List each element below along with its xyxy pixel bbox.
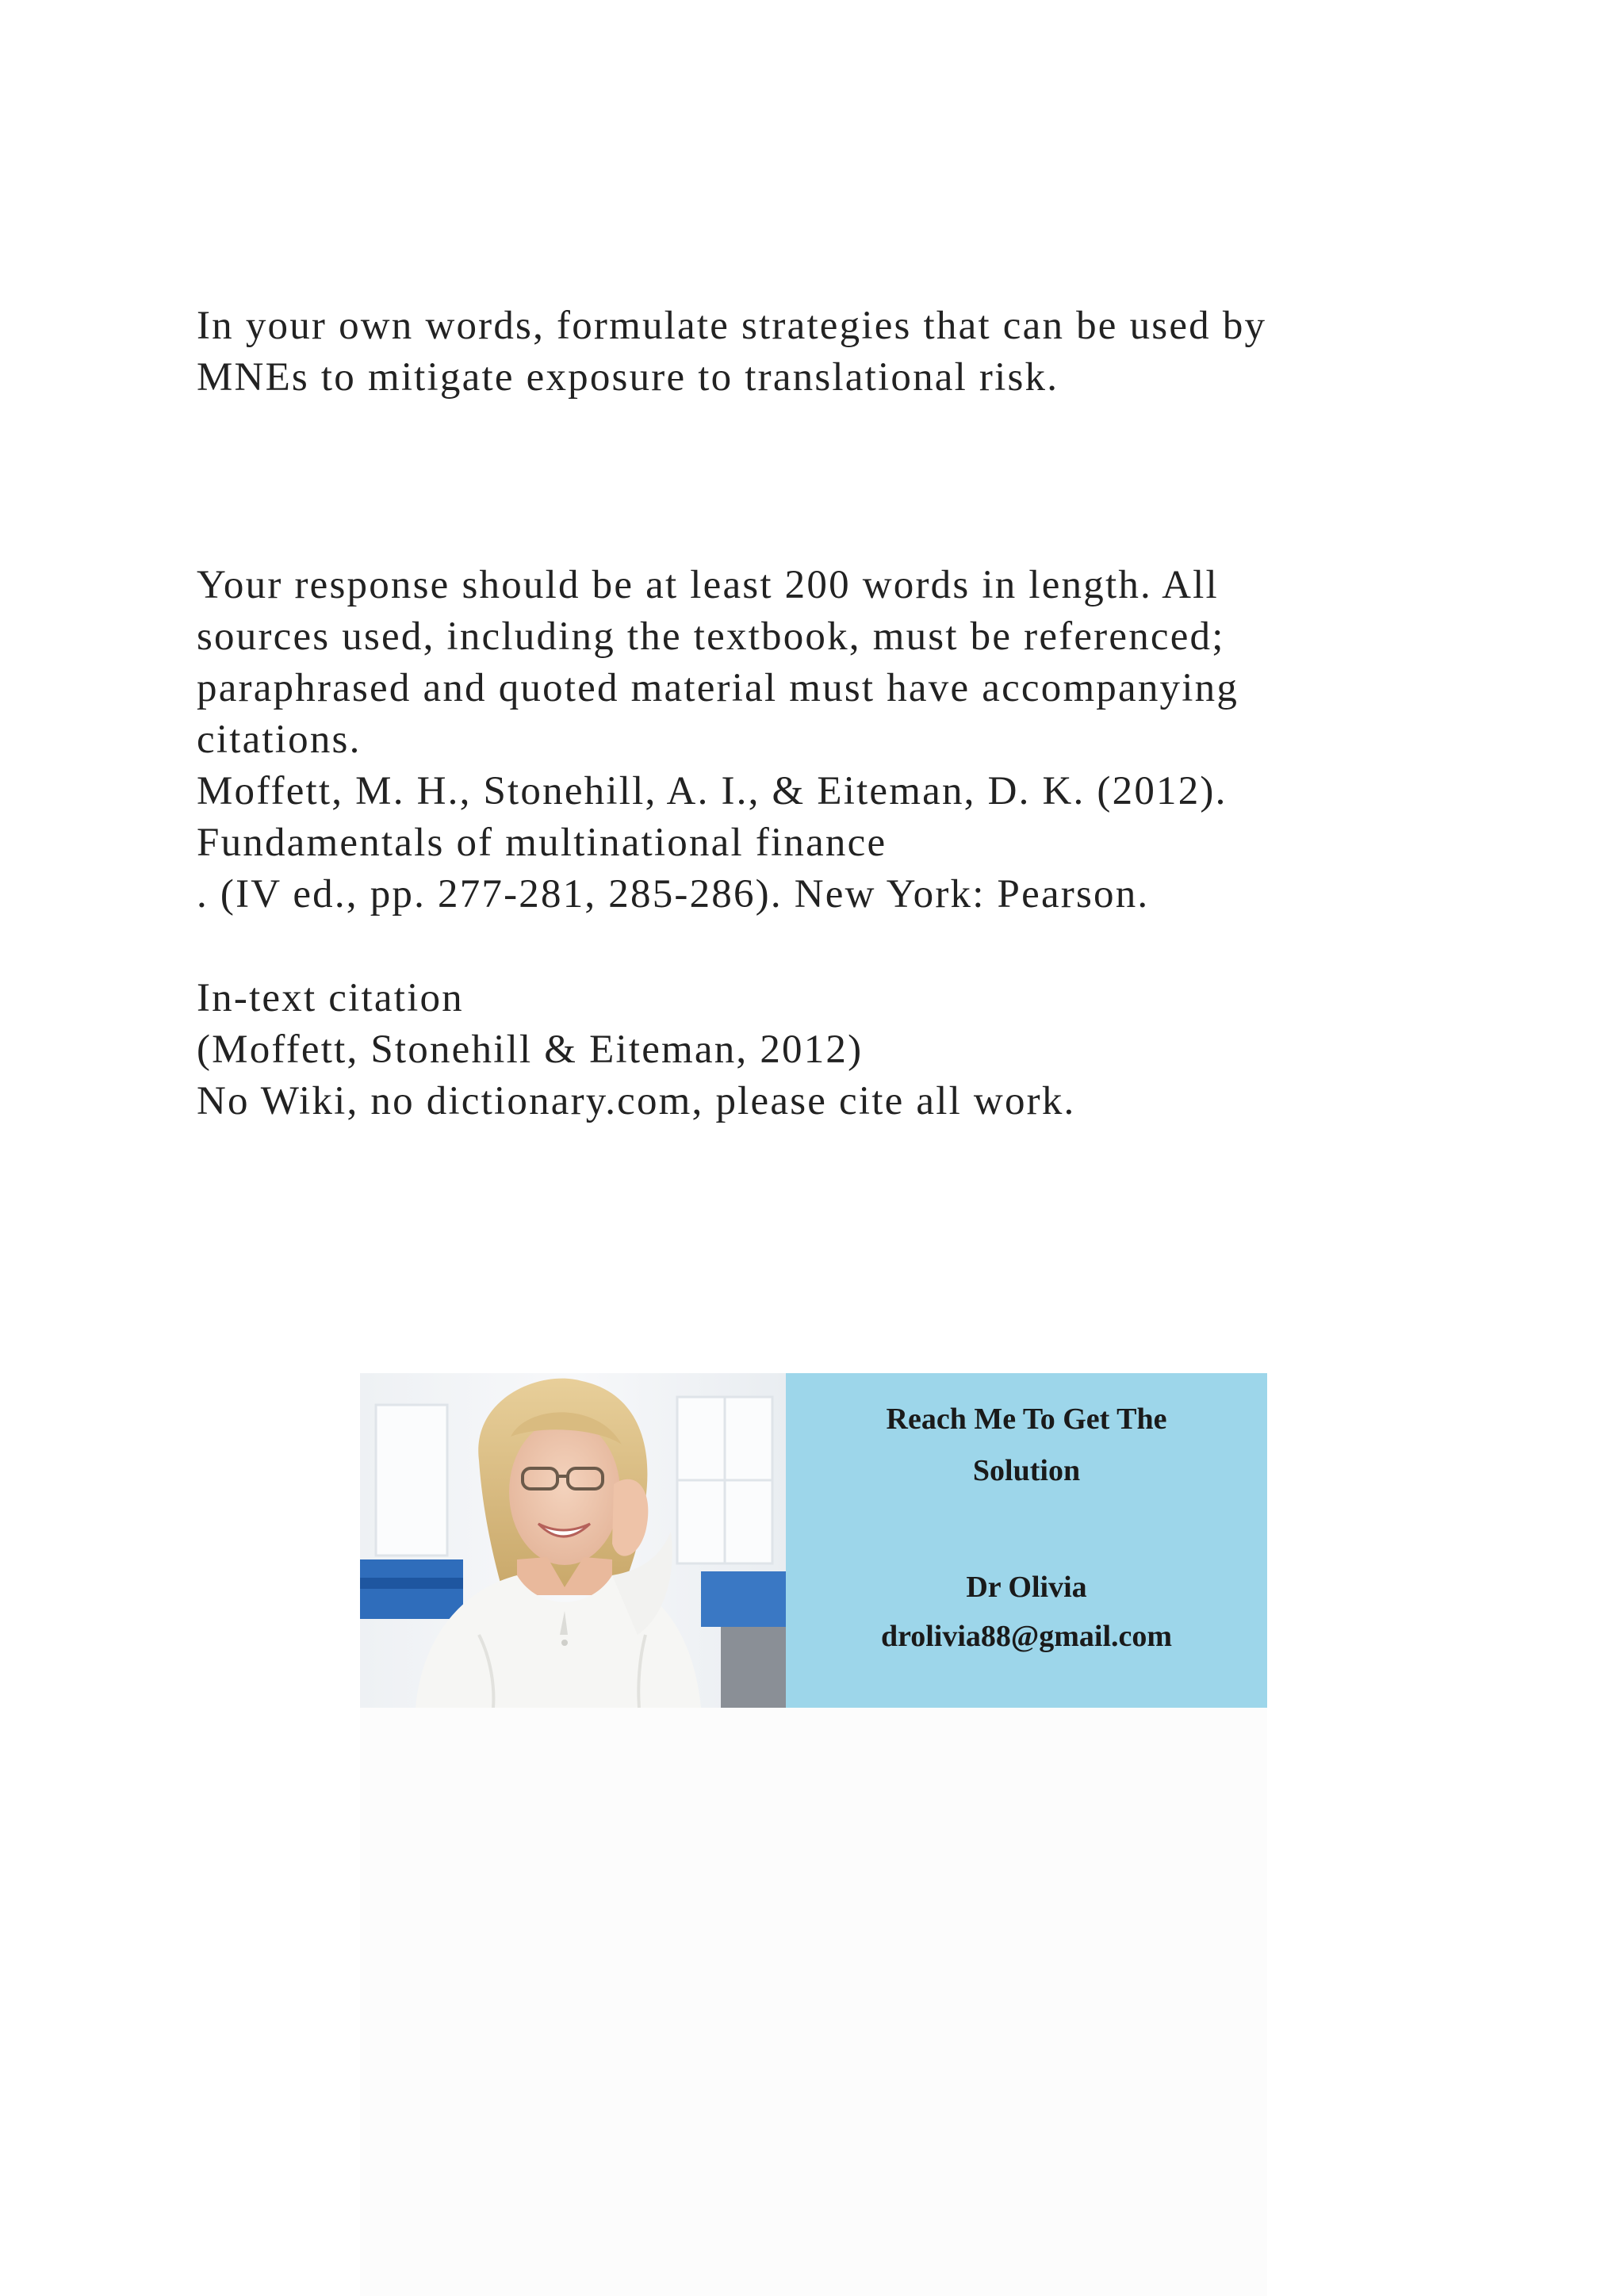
faint-background-block xyxy=(360,1705,1267,2296)
instructions-line-1: Your response should be at least 200 words in length. All xyxy=(197,563,1219,607)
prompt-line-2: MNEs to mitigate exposure to translational risk. xyxy=(197,355,1059,400)
banner-subheadline: Solution xyxy=(972,1454,1081,1487)
citation-note: No Wiki, no dictionary.com, please cite all work. xyxy=(197,1079,1076,1123)
instructions-line-3: paraphrased and quoted material must have accompanying xyxy=(197,666,1239,710)
prompt-line-1: In your own words, formulate strategies that can be used by xyxy=(197,304,1267,348)
instructions-line-2: sources used, including the textbook, must be referenced; xyxy=(197,614,1225,659)
contact-banner xyxy=(360,1373,1267,1708)
reference-line-3: . (IV ed., pp. 277-281, 285-286). New York: Pearson. xyxy=(197,872,1150,916)
reference-line-2: Fundamentals of multinational finance xyxy=(197,821,887,865)
banner-headline: Reach Me To Get The xyxy=(886,1402,1167,1436)
contact-info-panel xyxy=(786,1373,1267,1708)
instructions-line-4: citations. xyxy=(197,718,362,762)
woman-with-glasses-photo xyxy=(360,1373,786,1708)
in-text-citation: (Moffett, Stonehill & Eiteman, 2012) xyxy=(197,1027,864,1072)
in-text-citation-label: In-text citation xyxy=(197,976,464,1020)
contact-email[interactable]: drolivia88@gmail.com xyxy=(880,1620,1173,1653)
reference-line-1: Moffett, M. H., Stonehill, A. I., & Eiteman, D. K. (2012). xyxy=(197,769,1228,813)
contact-name: Dr Olivia xyxy=(966,1571,1087,1604)
